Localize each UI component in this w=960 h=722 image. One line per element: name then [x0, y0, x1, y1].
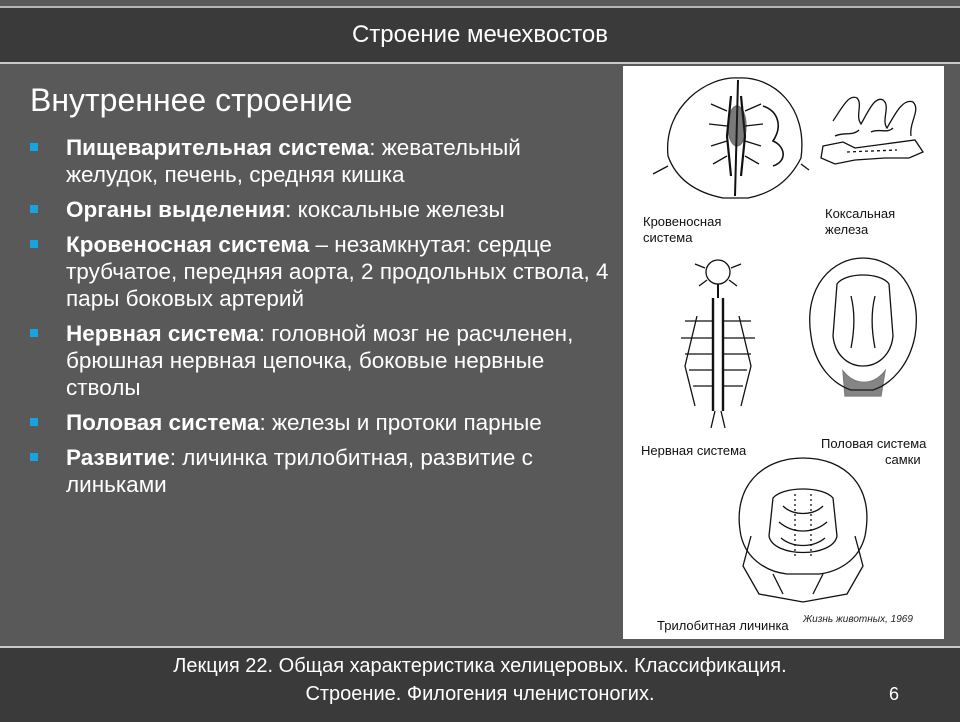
slide-title: Строение мечехвостов [351, 21, 609, 48]
footer-lecture-title [60, 652, 900, 708]
nervous-system-drawing [681, 260, 755, 428]
footer-line-1: Лекция 22. Общая характеристика хелицеровых. Классификация. [173, 655, 787, 677]
bullet-development [26, 444, 616, 498]
anatomy-drawings [623, 66, 944, 639]
bullet-text: : головной мозг не расчленен, брюшная нервная цепочка, боковые нервные стволы [66, 321, 574, 400]
bullet-text: – незамкнутая: сердце трубчатое, передняя аорта, 2 продольных ствола, 4 пары боковых артерий [66, 232, 609, 311]
bullet-term: Кровеносная система [66, 232, 310, 257]
slide-footer [0, 646, 960, 722]
trilobite-larva-drawing [739, 458, 867, 602]
bullet-marker [30, 329, 38, 337]
label-reproductive-line2: самки [885, 452, 921, 467]
footer-line-2: Строение. Филогения членистоногих. [305, 683, 655, 705]
bullet-marker [30, 240, 38, 248]
label-circulatory-line2: система [643, 230, 693, 245]
bullet-text: : жевательный желудок, печень, средняя кишка [66, 135, 521, 187]
bullet-marker [30, 453, 38, 461]
bullet-term: Развитие [66, 445, 170, 470]
coxal-gland-drawing [821, 97, 923, 164]
bullet-excretory [26, 196, 616, 223]
bullet-nervous [26, 320, 616, 401]
bullet-marker [30, 143, 38, 151]
label-larva: Трилобитная личинка [657, 618, 789, 633]
bullet-term: Нервная система [66, 321, 259, 346]
bullet-text: : коксальные железы [285, 197, 505, 222]
slide-header [0, 8, 960, 64]
bullet-reproductive [26, 409, 616, 436]
reproductive-system-drawing [810, 258, 917, 396]
bullet-term: Половая система [66, 410, 260, 435]
bullet-list [26, 134, 616, 506]
bullet-marker [30, 205, 38, 213]
label-circulatory-line1: Кровеносная [643, 214, 722, 229]
anatomy-illustration [623, 66, 944, 639]
label-reproductive-line1: Половая система [821, 436, 927, 451]
circulatory-system-drawing [653, 78, 809, 198]
label-coxal-line2: железа [825, 222, 869, 237]
bullet-marker [30, 418, 38, 426]
image-credit: Жизнь животных, 1969 [803, 614, 913, 625]
bullet-text: : железы и протоки парные [259, 410, 542, 435]
label-nervous: Нервная система [641, 443, 747, 458]
bullet-term: Органы выделения [66, 197, 286, 222]
label-coxal-line1: Коксальная [825, 206, 896, 221]
bullet-text: : личинка трилобитная, развитие с линьками [66, 445, 533, 497]
bullet-digestive [26, 134, 616, 188]
section-heading: Внутреннее строение [30, 82, 353, 118]
bullet-term: Пищеварительная система [66, 135, 370, 160]
bullet-circulatory [26, 231, 616, 312]
page-number: 6 [889, 684, 900, 704]
